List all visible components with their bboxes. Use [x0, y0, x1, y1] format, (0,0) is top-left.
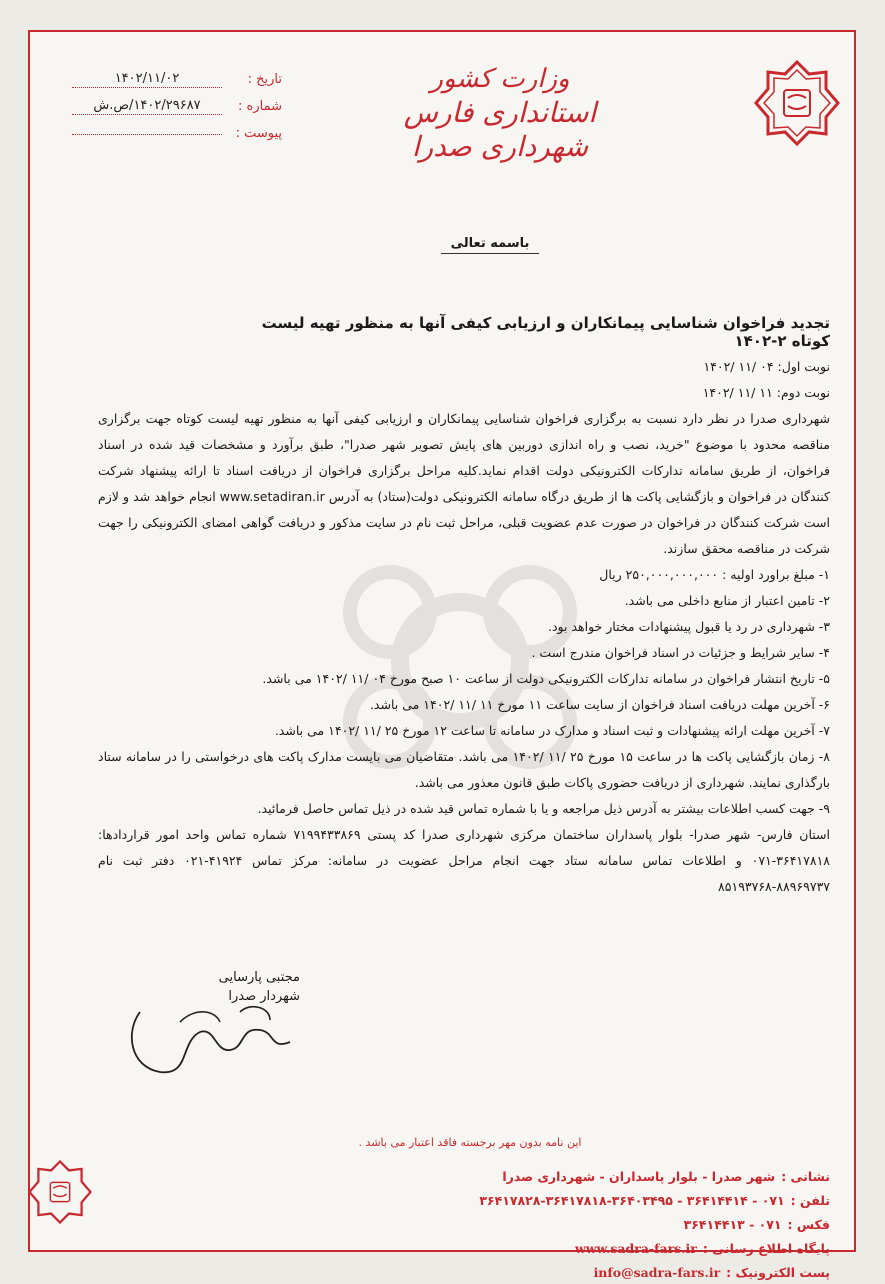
- letter-meta: [72, 66, 282, 147]
- page-title: تجدید فراخوان شناسایی پیمانکاران و ارزیابی کیفی آنها به منظور تهیه لیست کوتاه ۲-۱۴۰۲: [261, 314, 830, 350]
- list-item: ۵- تاریخ انتشار فراخوان در سامانه تدارکات الکترونیکی دولت از ساعت ۱۰ صبح مورخ ۰۴ /۱۱ /۱۴۰۲ می باشد.: [262, 671, 830, 686]
- signatory-title: شهردار صدرا: [228, 989, 300, 1004]
- list-item: ۶- آخرین مهلت دریافت اسناد فراخوان از سایت ساعت ۱۱ مورخ ۱۱ /۱۱ /۱۴۰۲ می باشد.: [369, 697, 830, 712]
- website-link[interactable]: www.sadra-fars.ir: [574, 1240, 697, 1256]
- footer-value: شهر صدرا - بلوار پاسداران - شهرداری صدرا: [502, 1168, 776, 1184]
- letter-body: [98, 354, 830, 900]
- meta-number: [72, 93, 282, 120]
- meta-label: تاریخ :: [247, 72, 282, 87]
- meta-value: [72, 133, 222, 135]
- footer-logo: [28, 1160, 92, 1224]
- ministry-heading: [400, 62, 600, 164]
- meta-label: شماره :: [238, 99, 282, 114]
- setad-link[interactable]: www.setadiran.ir: [219, 489, 325, 504]
- footer-contacts: [479, 1164, 830, 1284]
- meta-attachment: [72, 120, 282, 147]
- footer-label: تلفن :: [790, 1192, 830, 1208]
- footer-label: پست الکترونیک :: [726, 1264, 830, 1280]
- signatory-name: مجتبی پارسایی: [218, 970, 300, 985]
- email-link[interactable]: info@sadra-fars.ir: [593, 1264, 721, 1280]
- municipality-logo: [754, 60, 840, 146]
- handwritten-signature-icon: [120, 972, 300, 1082]
- letter-page: [28, 30, 856, 1280]
- contact-paragraph: استان فارس- شهر صدرا- بلوار پاسداران ساختمان مرکزی شهرداری صدرا کد پستی ۷۱۹۹۴۳۳۸۶۹ شماره تماس واحد امور قراردادها: ۳۶۴۱۷۸۱۸-۰۷۱ و اطلاعات تماس سامانه ستاد جهت انجام مراحل عضویت در سامانه: مرکز تماس ۴۱۹۲۴-۰۲۱ دفتر ثبت نام ۸۸۹۶۹۷۳۷-۸۵۱۹۳۷۶۸: [98, 827, 831, 894]
- meta-label: پیوست :: [235, 126, 282, 141]
- footer-email: [490, 1260, 830, 1284]
- governorate-line: استانداری فارس: [403, 96, 597, 129]
- list-item: ۷- آخرین مهلت ارائه پیشنهادات و ثبت اسناد و مدارک در سامانه تا ساعت ۱۲ مورخ ۲۵ /۱۱ /۱۴۰۲ می باشد.: [274, 723, 830, 738]
- footer-fax: [490, 1212, 830, 1236]
- intro-paragraph: [98, 406, 830, 562]
- footer-value: ۰۷۱ - ۳۶۴۱۴۴۱۴ - ۳۶۴۱۷۸۲۸-۳۶۴۱۷۸۱۸-۳۶۴۰۳۴۹۵: [479, 1192, 785, 1208]
- municipality-line: شهرداری صدرا: [411, 130, 589, 163]
- footer-label: پایگاه اطلاع رسانی :: [702, 1240, 830, 1256]
- notice-second: نوبت دوم: ۱۱ /۱۱ /۱۴۰۲: [702, 385, 830, 400]
- notice-first: نوبت اول: ۰۴ /۱۱ /۱۴۰۲: [703, 359, 830, 374]
- ministry-line: وزارت کشور: [430, 64, 570, 94]
- footer-label: نشانی :: [781, 1168, 830, 1184]
- footer-phone: [479, 1188, 830, 1212]
- intro-text: شهرداری صدرا در نظر دارد نسبت به برگزاری فراخوان شناسایی پیمانکاران و ارزیابی کیفی آنها به منظور تهیه لیست کوتاه جهت برگزاری مناقصه محدود با موضوع "خرید، نصب و راه اندازی دوربین های پایش تصویر شهر صدرا"، طبق برآورد و مشخصات قید شده در اسناد فراخوان، از طریق سامانه تدارکات الکترونیکی دولت اقدام نماید.کلیه مراحل برگزاری فراخوان از دریافت اسناد تا ارائه پیشنهاد شرکت کنندگان در فراخوان و بازگشایی پاکت ها از طریق درگاه سامانه الکترونیکی دولت(ستاد) به آدرس: [98, 411, 831, 504]
- intro-text-continued: انجام خواهد شد و لازم است شرکت کنندگان در فراخوان در صورت عدم عضویت قبلی، مراحل ثبت نام در سایت مذکور و دریافت گواهی امضای الکترونیکی را جهت شرکت در مناقصه محقق سازند.: [98, 489, 830, 556]
- list-item: ۲- تامین اعتبار از منابع داخلی می باشد.: [624, 593, 830, 608]
- list-item: ۳- شهرداری در رد یا قبول پیشنهادات مختار خواهد بود.: [548, 619, 830, 634]
- footer-label: فکس :: [787, 1216, 830, 1232]
- list-item: ۴- سایر شرایط و جزئیات در اسناد فراخوان مندرج است .: [531, 645, 830, 660]
- footer-value: ۰۷۱ - ۳۶۴۱۴۴۱۳: [683, 1216, 782, 1232]
- signature-block: [120, 964, 320, 1004]
- footer-website: [490, 1236, 830, 1260]
- list-item: ۹- جهت کسب اطلاعات بیشتر به آدرس ذیل مراجعه و یا با شماره تماس قید شده در ذیل تماس حاصل فرمائید.: [257, 801, 830, 816]
- invocation-text: باسمه تعالی: [441, 236, 540, 254]
- meta-value: ۱۴۰۲/۱۱/۰۲: [72, 71, 222, 88]
- footer-address: [490, 1164, 830, 1188]
- list-item: ۱- مبلغ براورد اولیه : ۲۵۰,۰۰۰,۰۰۰,۰۰۰ ریال: [599, 567, 830, 582]
- list-item: ۸- زمان بازگشایی پاکت ها در ساعت ۱۵ مورخ ۲۵ /۱۱ /۱۴۰۲ می باشد. متقاضیان می بایست مدارک پاکت های درخواستی را در سامانه ستاد بارگذاری نمایند. شهرداری از دریافت حضوری پاکات طبق قانون معذور می باشد.: [98, 749, 831, 790]
- meta-value: ۱۴۰۲/۲۹۶۸۷/ص.ش: [72, 98, 222, 115]
- invocation: [410, 236, 570, 251]
- meta-date: [72, 66, 282, 93]
- validity-note: این نامه بدون مهر برجسته فاقد اعتبار می باشد .: [358, 1136, 582, 1149]
